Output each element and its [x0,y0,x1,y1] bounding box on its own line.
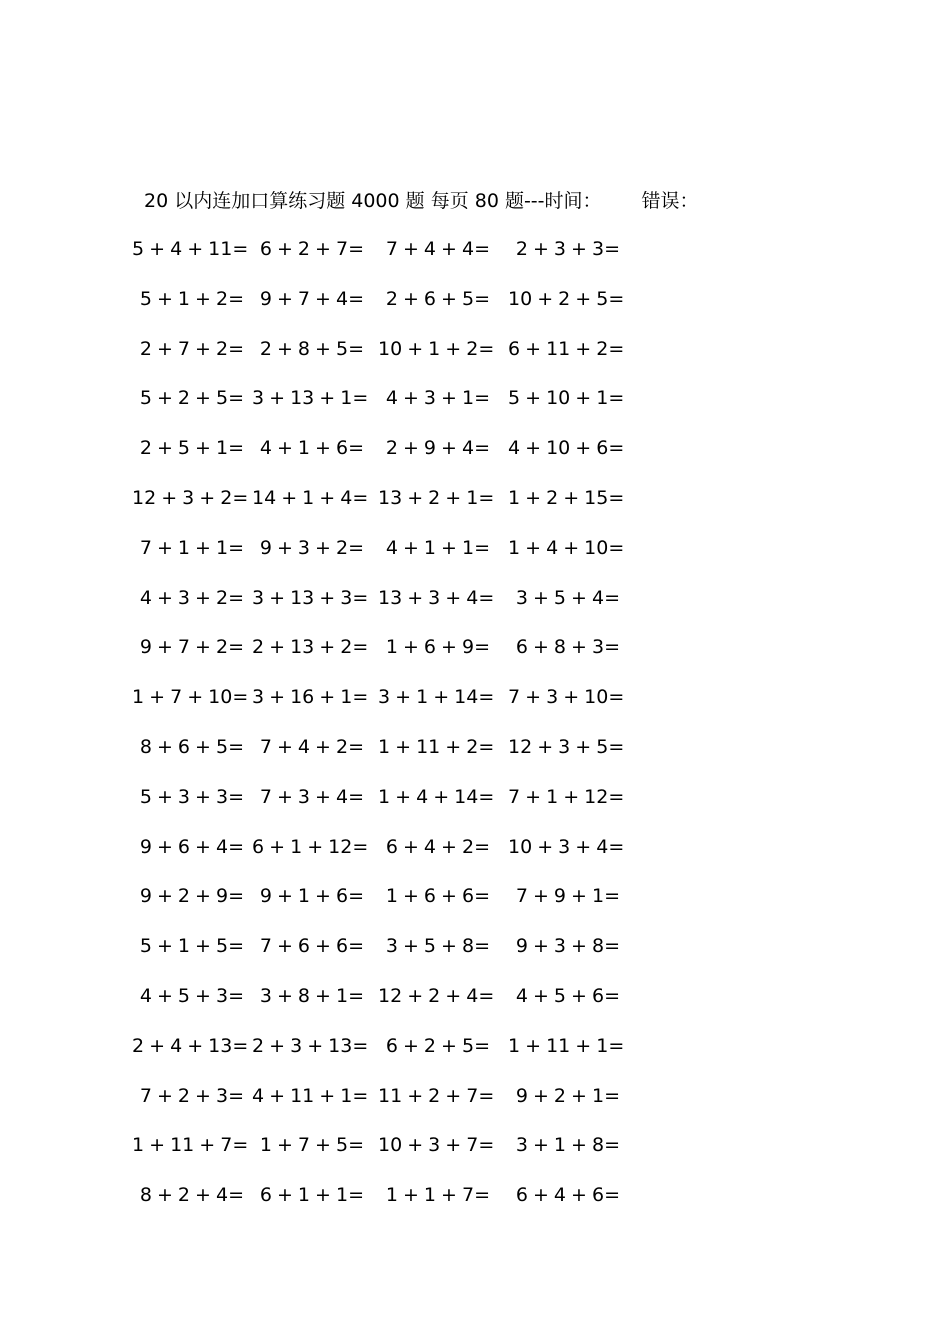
problem-item: 9 + 2 + 1= [515,1085,620,1107]
problem-item: 4 + 3 + 2= [139,587,244,609]
problem-item: 3 + 1 + 8= [515,1134,620,1156]
problem-item: 3 + 13 + 1= [252,387,369,409]
problem-item: 12 + 2 + 4= [378,985,495,1007]
problem-item: 6 + 2 + 5= [385,1035,490,1057]
worksheet-title: 20 以内连加口算练习题 4000 题 每页 80 题---时间： [144,190,602,212]
problem-item: 10 + 3 + 7= [378,1134,495,1156]
problem-item: 2 + 4 + 13= [132,1035,249,1057]
problem-item: 6 + 4 + 6= [515,1184,620,1206]
problem-item: 2 + 7 + 2= [139,338,244,360]
problem-item: 9 + 2 + 9= [139,885,244,907]
problem-item: 9 + 3 + 2= [259,537,364,559]
problem-item: 6 + 1 + 1= [259,1184,364,1206]
problem-item: 9 + 7 + 4= [259,288,364,310]
problem-item: 1 + 11 + 1= [508,1035,625,1057]
problem-item: 9 + 6 + 4= [139,836,244,858]
problem-item: 4 + 5 + 3= [139,985,244,1007]
problem-item: 3 + 13 + 3= [252,587,369,609]
problem-item: 2 + 3 + 3= [515,238,620,260]
problem-item: 7 + 2 + 3= [139,1085,244,1107]
problem-item: 3 + 5 + 4= [515,587,620,609]
problem-item: 1 + 7 + 5= [259,1134,364,1156]
problem-item: 11 + 2 + 7= [378,1085,495,1107]
problem-item: 4 + 10 + 6= [508,437,625,459]
problem-item: 2 + 6 + 5= [385,288,490,310]
problem-item: 9 + 7 + 2= [139,636,244,658]
problem-item: 3 + 16 + 1= [252,686,369,708]
problem-item: 8 + 6 + 5= [139,736,244,758]
problem-item: 4 + 11 + 1= [252,1085,369,1107]
problem-item: 9 + 3 + 8= [515,935,620,957]
problem-item: 6 + 1 + 12= [252,836,369,858]
problem-item: 1 + 11 + 7= [132,1134,249,1156]
problem-item: 10 + 1 + 2= [378,338,495,360]
problem-item: 2 + 3 + 13= [252,1035,369,1057]
problem-item: 7 + 9 + 1= [515,885,620,907]
problem-item: 1 + 2 + 15= [508,487,625,509]
problem-item: 6 + 11 + 2= [508,338,625,360]
problem-item: 5 + 1 + 2= [139,288,244,310]
problem-item: 6 + 4 + 2= [385,836,490,858]
problem-item: 2 + 13 + 2= [252,636,369,658]
problem-item: 1 + 4 + 10= [508,537,625,559]
problem-item: 5 + 4 + 11= [132,238,249,260]
problem-item: 4 + 1 + 6= [259,437,364,459]
problem-item: 13 + 2 + 1= [378,487,495,509]
problem-item: 1 + 6 + 9= [385,636,490,658]
problem-item: 13 + 3 + 4= [378,587,495,609]
problem-item: 4 + 1 + 1= [385,537,490,559]
problem-item: 8 + 2 + 4= [139,1184,244,1206]
problem-item: 1 + 11 + 2= [378,736,495,758]
problem-item: 4 + 3 + 1= [385,387,490,409]
problem-item: 12 + 3 + 5= [508,736,625,758]
problem-item: 1 + 1 + 7= [385,1184,490,1206]
problem-item: 7 + 1 + 12= [508,786,625,808]
problem-item: 7 + 6 + 6= [259,935,364,957]
problem-item: 5 + 2 + 5= [139,387,244,409]
problem-item: 4 + 5 + 6= [515,985,620,1007]
error-count-label: 错误： [641,190,699,212]
problem-item: 5 + 3 + 3= [139,786,244,808]
problem-item: 3 + 8 + 1= [259,985,364,1007]
problem-item: 14 + 1 + 4= [252,487,369,509]
problem-item: 1 + 7 + 10= [132,686,249,708]
problem-item: 3 + 5 + 8= [385,935,490,957]
problem-item: 1 + 6 + 6= [385,885,490,907]
problem-item: 10 + 2 + 5= [508,288,625,310]
problem-item: 7 + 3 + 10= [508,686,625,708]
problem-item: 1 + 4 + 14= [378,786,495,808]
problem-item: 5 + 1 + 5= [139,935,244,957]
problem-item: 10 + 3 + 4= [508,836,625,858]
problem-item: 7 + 1 + 1= [139,537,244,559]
problem-item: 7 + 4 + 4= [385,238,490,260]
problem-item: 7 + 3 + 4= [259,786,364,808]
problem-item: 6 + 2 + 7= [259,238,364,260]
problem-item: 2 + 5 + 1= [139,437,244,459]
problem-item: 9 + 1 + 6= [259,885,364,907]
problem-item: 2 + 8 + 5= [259,338,364,360]
problem-item: 2 + 9 + 4= [385,437,490,459]
problem-item: 3 + 1 + 14= [378,686,495,708]
problem-item: 7 + 4 + 2= [259,736,364,758]
problem-item: 12 + 3 + 2= [132,487,249,509]
problem-item: 5 + 10 + 1= [508,387,625,409]
problem-item: 6 + 8 + 3= [515,636,620,658]
